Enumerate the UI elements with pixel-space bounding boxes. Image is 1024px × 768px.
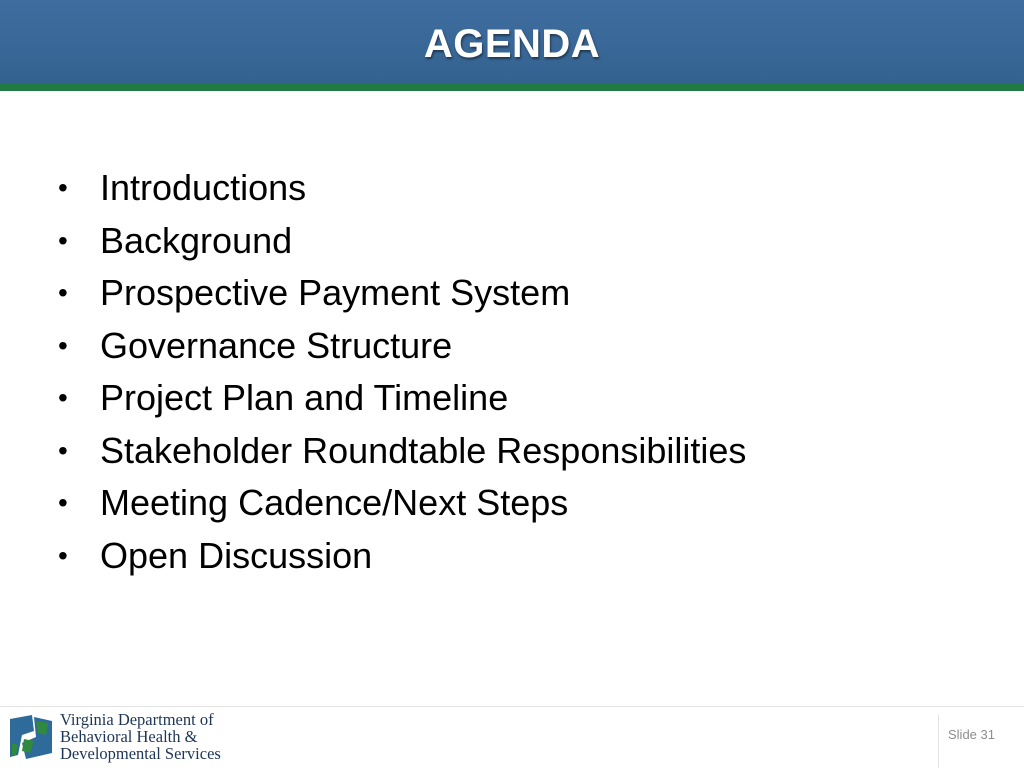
bullet-icon: • bbox=[58, 382, 68, 413]
agenda-item bbox=[56, 215, 746, 268]
bullet-icon: • bbox=[58, 434, 68, 466]
vdbhds-logo-icon bbox=[8, 713, 54, 761]
agenda-item-label: Background bbox=[100, 219, 293, 261]
agenda-item-label: Stakeholder Roundtable Responsibilities bbox=[100, 429, 747, 471]
organization-name bbox=[60, 711, 221, 762]
bullet-icon: • bbox=[58, 487, 68, 518]
agenda-item-label: Introductions bbox=[100, 167, 307, 208]
slide-title: AGENDA bbox=[423, 22, 601, 66]
bullet-icon: • bbox=[58, 539, 68, 571]
organization-name-line: Behavioral Health & bbox=[60, 727, 198, 746]
agenda-item-label: Meeting Cadence/Next Steps bbox=[100, 482, 569, 523]
agenda-item-label: Project Plan and Timeline bbox=[100, 377, 509, 418]
agenda-item-label: Open Discussion bbox=[100, 534, 373, 576]
agenda-item bbox=[56, 320, 746, 373]
agenda-list bbox=[56, 162, 746, 582]
bullet-icon: • bbox=[58, 172, 68, 203]
bullet-icon: • bbox=[58, 277, 68, 308]
organization-name-line: Developmental Services bbox=[60, 744, 221, 763]
footer-divider bbox=[938, 715, 939, 768]
agenda-item-label: Governance Structure bbox=[100, 324, 453, 366]
bullet-icon: • bbox=[58, 329, 68, 361]
footer bbox=[0, 706, 1024, 768]
agenda-item bbox=[56, 477, 746, 530]
organization-name-line: Virginia Department of bbox=[60, 710, 214, 729]
agenda-item bbox=[56, 267, 746, 320]
agenda-item bbox=[56, 530, 746, 583]
agenda-item bbox=[56, 162, 746, 215]
agenda-item bbox=[56, 372, 746, 425]
agenda-item bbox=[56, 425, 746, 478]
slide-number: Slide 31 bbox=[948, 727, 995, 742]
bullet-icon: • bbox=[58, 224, 68, 256]
agenda-item-label: Prospective Payment System bbox=[100, 272, 571, 313]
